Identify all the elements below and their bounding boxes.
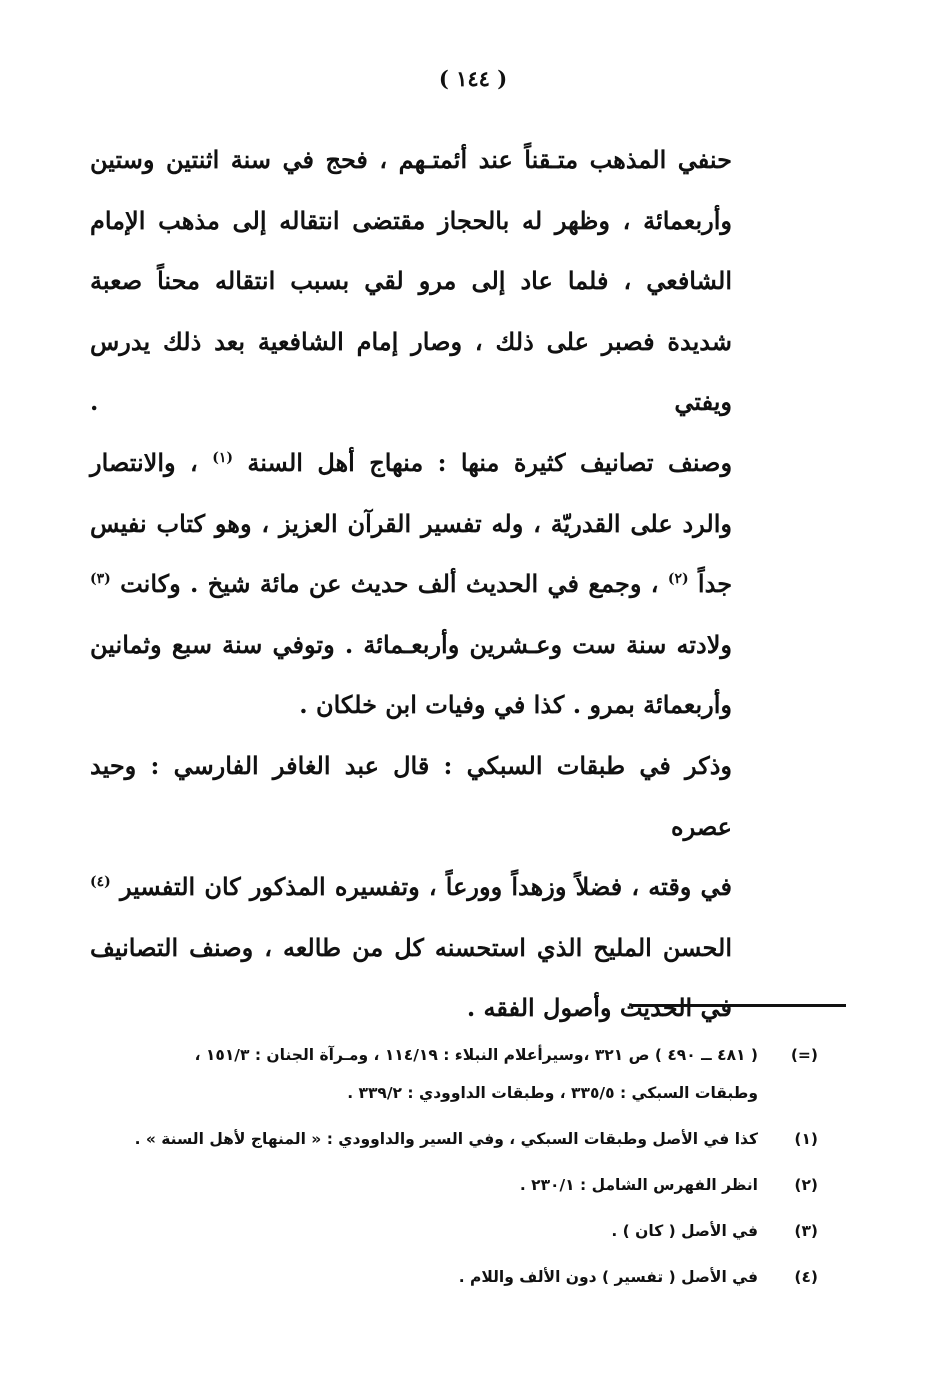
- text-segment: جداً: [697, 569, 733, 599]
- footnote: [80, 1166, 818, 1204]
- page-number: ( ١٤٤ ): [438, 66, 508, 91]
- text-line: الحسن المليح الذي استحسنه كل من طالعه ، وصنف التصانيف: [90, 932, 732, 962]
- text-line: [90, 433, 732, 494]
- footnote: [80, 1258, 818, 1296]
- footnote-ref[interactable]: (١): [212, 449, 233, 466]
- text-segment: وصنف تصانيف كثيرة منها : منهاج أهل السنة: [247, 447, 733, 477]
- footnote-text: انظر الفهرس الشامل : ٢٣٠/١ .: [519, 1176, 758, 1194]
- text-segment: ، والانتصار: [90, 447, 198, 477]
- footnote-text: في الأصل ( كان ) .: [611, 1222, 758, 1240]
- text-line: في الحديث وأصول الفقه .: [466, 993, 732, 1023]
- footnote-marker: (٢): [794, 1176, 818, 1194]
- text-line: ولادته سنة ست وعـشرين وأربعـمائة . وتوفي سنة سبع وثمانين: [90, 629, 732, 659]
- footnote-marker: (٤): [794, 1268, 818, 1286]
- footnote-marker: (١): [794, 1130, 818, 1148]
- text-line: حنفي المذهب متـقناً عند أئمتـهم ، فحج في سنة اثنتين وستين: [90, 145, 732, 174]
- text-line: والرد على القدريّة ، وله تفسير القرآن العزيز ، وهو كتاب نفيس: [90, 508, 732, 538]
- text-segment: في وقته ، فضلاً وزهداً وورعاً ، وتفسيره المذكور كان التفسير: [119, 872, 733, 902]
- text-segment: ، وجمع في الحديث ألف حديث عن مائة شيخ . وكانت: [120, 569, 659, 599]
- text-line: [90, 857, 732, 918]
- footnote: [80, 1120, 818, 1158]
- footnote-line: وطبقات السبكي : ٣٣٥/٥ ، وطبقات الداوودي : ٣٣٩/٢ .: [347, 1084, 758, 1102]
- text-line: [90, 554, 732, 615]
- footnote-marker: (=): [790, 1046, 818, 1064]
- text-line: وأربعمائة بمرو . كذا في وفيات ابن خلكان .: [299, 690, 732, 720]
- footnote-divider: [631, 1004, 846, 1007]
- footnote-ref[interactable]: (٣): [90, 571, 111, 588]
- main-text: [90, 130, 732, 1039]
- footnotes: [80, 1036, 818, 1296]
- text-line: شديدة فصبر على ذلك ، وصار إمام الشافعية بعد ذلك يدرس ويفتي .: [90, 326, 732, 417]
- footnote-ref[interactable]: (٤): [90, 874, 111, 891]
- text-line: وأربعمائة ، وظهر له بالحجاز مقتضى انتقاله إلى مذهب الإمام: [90, 205, 732, 235]
- footnote-ref[interactable]: (٢): [667, 571, 689, 588]
- footnote-marker: (٣): [794, 1222, 818, 1240]
- footnote: [80, 1212, 818, 1250]
- footnote-text: في الأصل ( تفسير ) دون الألف واللام .: [458, 1268, 758, 1286]
- footnote: [80, 1036, 818, 1112]
- text-line: الشافعي ، فلما عاد إلى مرو لقي بسبب انتقاله محناً صعبة: [90, 266, 732, 296]
- footnote-text: [80, 1036, 758, 1112]
- footnote-line: ( ٤٨١ ــ ٤٩٠ ) ص ٣٢١ ،وسيرأعلام النبلاء : ١١٤/١٩ ، ومـرآة الجنان : ١٥١/٣ ،: [194, 1046, 758, 1064]
- text-line: وذكر في طبقات السبكي : قال عبد الغافر الفارسي : وحيد عصره: [90, 750, 732, 841]
- footnote-text: كذا في الأصل وطبقات السبكي ، وفي السير والداوودي : « المنهاج لأهل السنة » .: [134, 1130, 758, 1148]
